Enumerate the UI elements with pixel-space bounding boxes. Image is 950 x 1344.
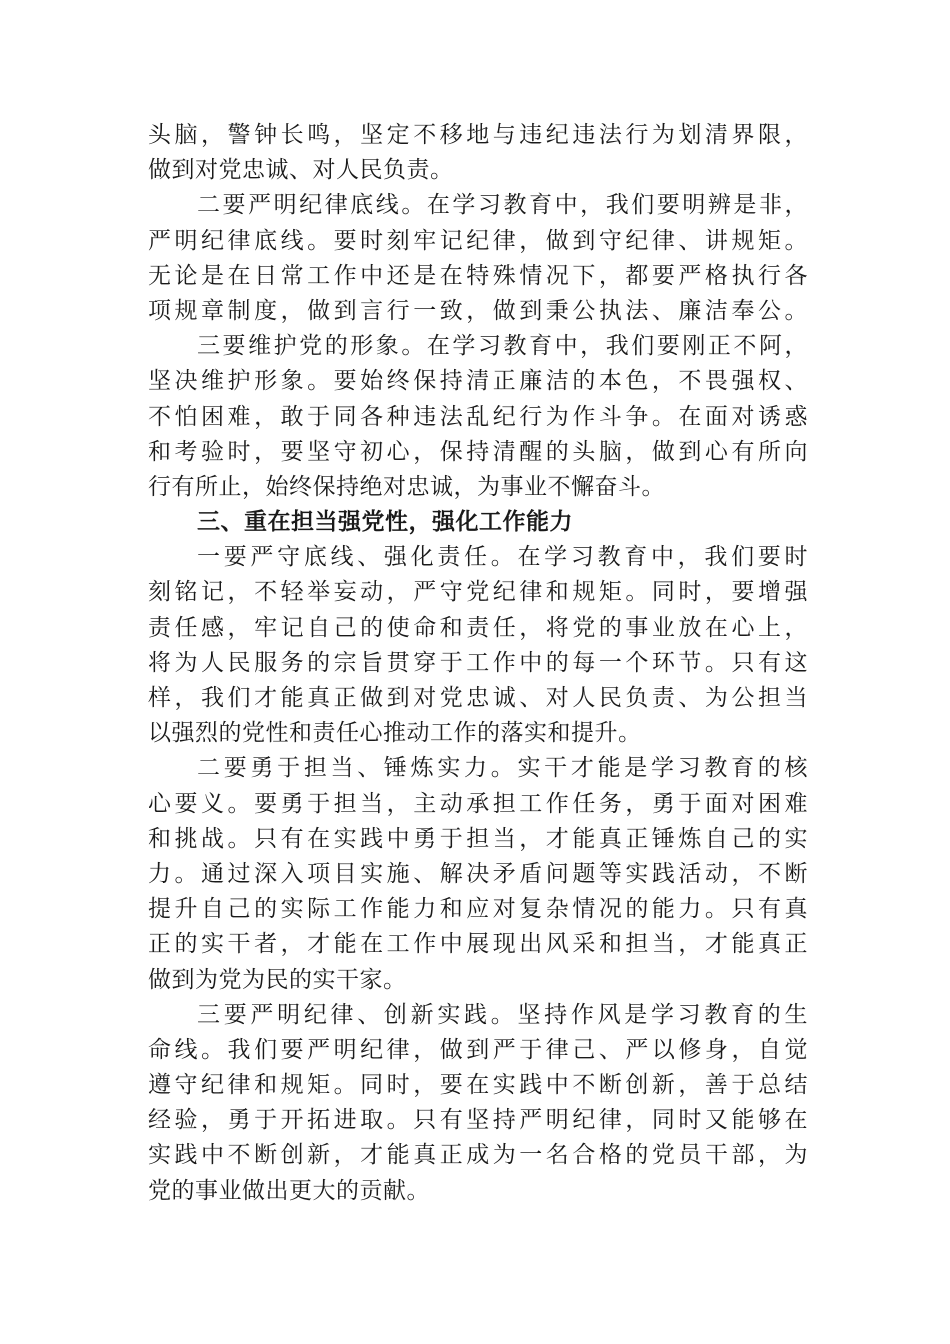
body-text-line: 刻铭记，不轻举妄动，严守党纪律和规矩。同时，要增强: [148, 579, 808, 606]
document-body: [148, 118, 808, 1209]
body-text-line: 严明纪律底线。要时刻牢记纪律，做到守纪律、讲规矩。: [148, 227, 808, 254]
section-heading: 三、重在担当强党性，强化工作能力: [197, 509, 573, 536]
body-text-line: 力。通过深入项目实施、解决矛盾问题等实践活动，不断: [148, 860, 808, 887]
body-text-line: 将为人民服务的宗旨贯穿于工作中的每一个环节。只有这: [148, 649, 808, 676]
paragraph-last-line: 做到为党为民的实干家。: [148, 966, 407, 993]
body-text-line: 责任感，牢记自己的使命和责任，将党的事业放在心上，: [148, 614, 808, 641]
paragraph-first-line: 三要严明纪律、创新实践。坚持作风是学习教育的生: [197, 1001, 808, 1028]
body-text-line: 命线。我们要严明纪律，做到严于律己、严以修身，自觉: [148, 1036, 808, 1063]
paragraph-last-line: 以强烈的党性和责任心推动工作的落实和提升。: [148, 720, 642, 747]
paragraph-first-line: 二要勇于担当、锤炼实力。实干才能是学习教育的核: [197, 755, 808, 782]
body-text-line: 遵守纪律和规矩。同时，要在实践中不断创新，善于总结: [148, 1072, 808, 1099]
body-text-line: 样，我们才能真正做到对党忠诚、对人民负责、为公担当: [148, 685, 808, 711]
body-text-line: 心要义。要勇于担当，主动承担工作任务，勇于面对困难: [148, 790, 808, 817]
body-text-line: 和考验时，要坚守初心，保持清醒的头脑，做到心有所向: [148, 438, 808, 465]
body-text-line: 不怕困难，敢于同各种违法乱纪行为作斗争。在面对诱惑: [148, 403, 808, 430]
paragraph-last-line: 做到对党忠诚、对人民负责。: [148, 157, 454, 184]
paragraph-first-line: 二要严明纪律底线。在学习教育中，我们要明辨是非，: [197, 192, 808, 219]
body-text-line: 无论是在日常工作中还是在特殊情况下，都要严格执行各: [148, 262, 808, 289]
body-text-line: 项规章制度，做到言行一致，做到秉公执法、廉洁奉公。: [148, 297, 808, 324]
body-text-line: 和挑战。只有在实践中勇于担当，才能真正锤炼自己的实: [148, 825, 808, 852]
body-text-line: 经验，勇于开拓进取。只有坚持严明纪律，同时又能够在: [148, 1107, 808, 1134]
body-text-line: 坚决维护形象。要始终保持清正廉洁的本色，不畏强权、: [148, 368, 808, 395]
body-text-line: 头脑，警钟长鸣，坚定不移地与违纪违法行为划清界限，: [148, 122, 808, 148]
paragraph-last-line: 党的事业做出更大的贡献。: [148, 1177, 430, 1204]
paragraph-first-line: 三要维护党的形象。在学习教育中，我们要刚正不阿，: [197, 333, 808, 360]
body-text-line: 正的实干者，才能在工作中展现出风采和担当，才能真正: [148, 931, 808, 958]
paragraph-first-line: 一要严守底线、强化责任。在学习教育中，我们要时: [197, 544, 808, 571]
paragraph-last-line: 行有所止，始终保持绝对忠诚，为事业不懈奋斗。: [148, 473, 665, 500]
body-text-line: 提升自己的实际工作能力和应对复杂情况的能力。只有真: [148, 896, 808, 923]
body-text-line: 实践中不断创新，才能真正成为一名合格的党员干部，为: [148, 1142, 808, 1169]
